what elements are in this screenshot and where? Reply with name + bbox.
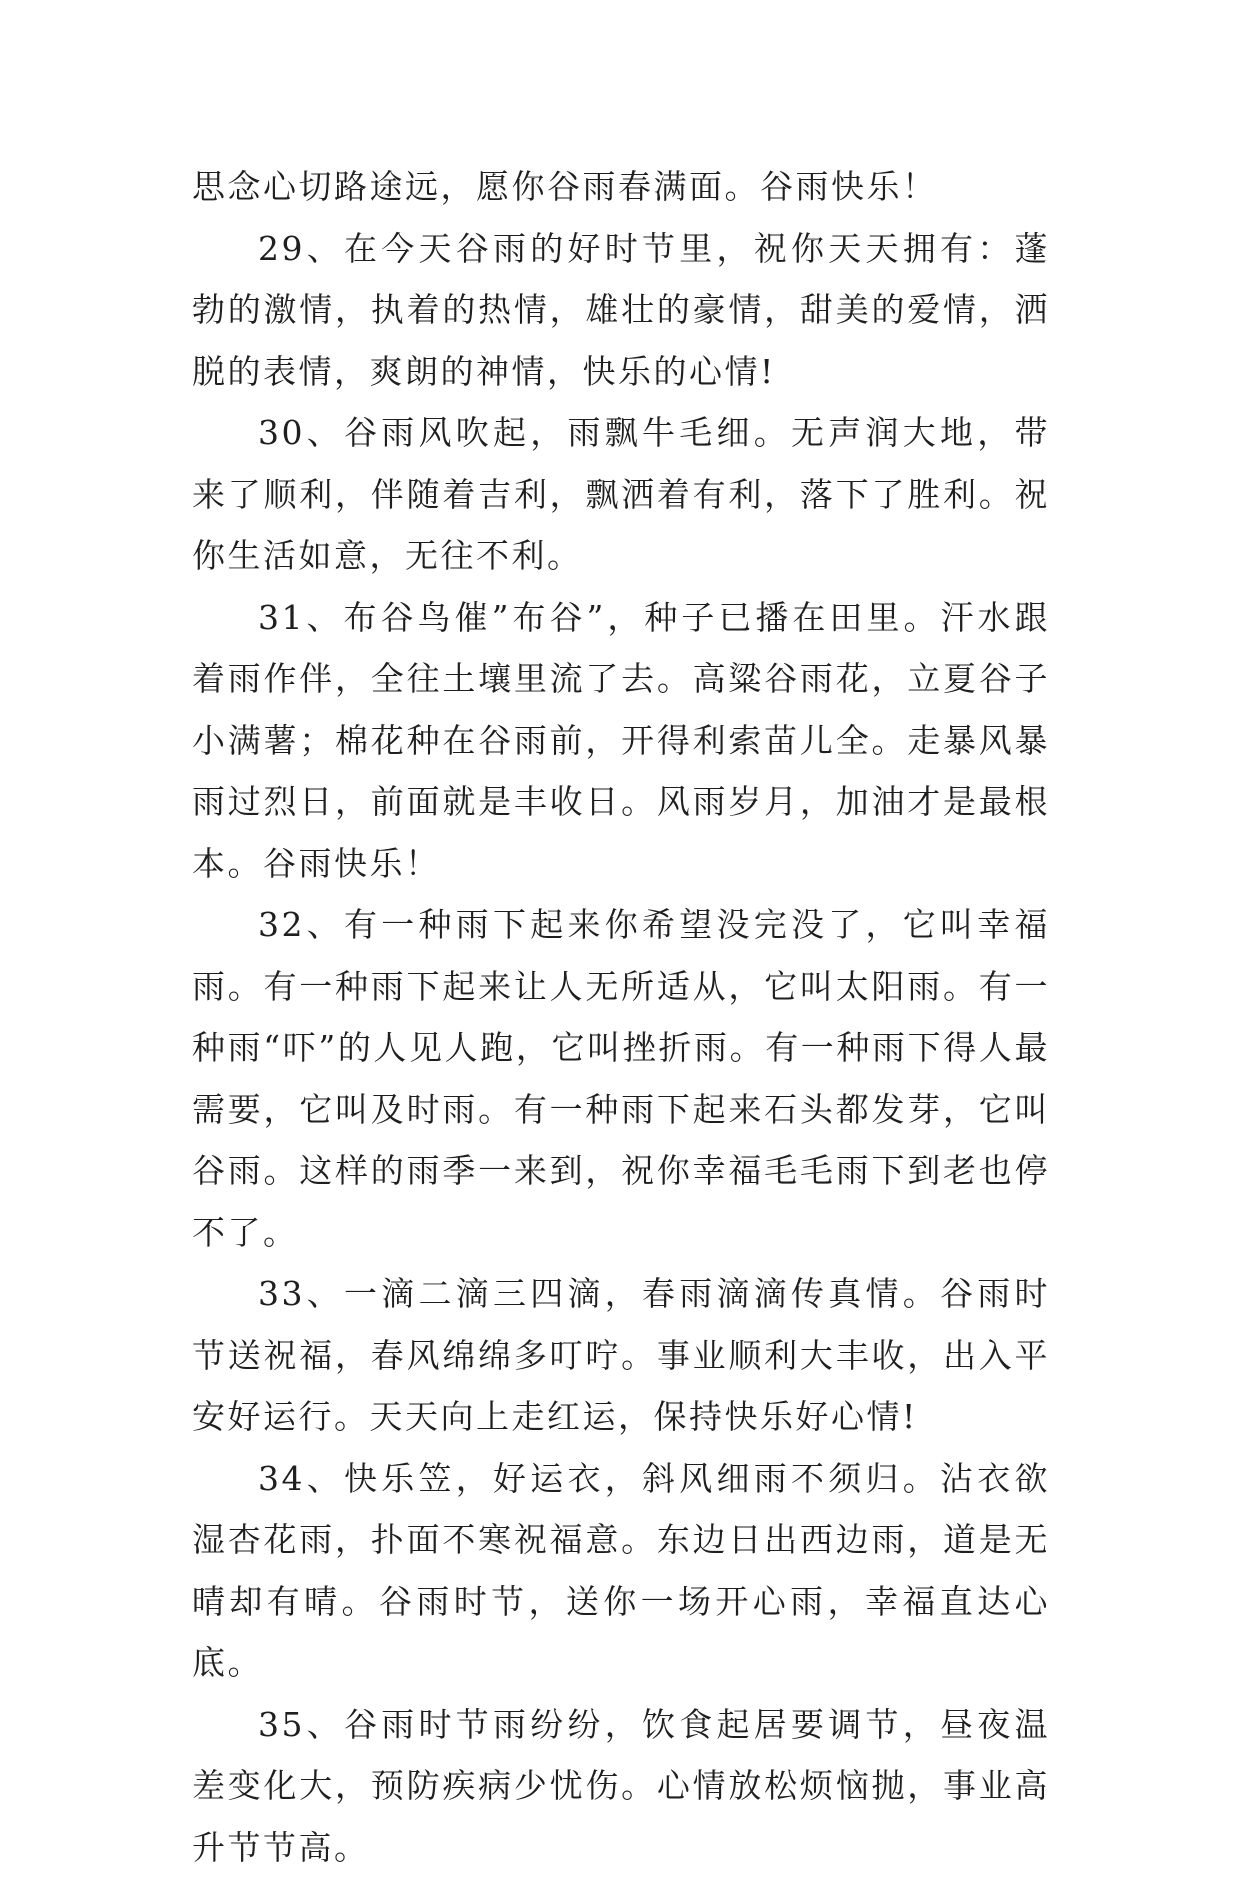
paragraph-33: 33、一滴二滴三四滴，春雨滴滴传真情。谷雨时节送祝福，春风绵绵多叮咛。事业顺利大丰收，出入平安好运行。天天向上走红运，保持快乐好心情! (192, 1263, 1050, 1448)
paragraph-35: 35、谷雨时节雨纷纷，饮食起居要调节，昼夜温差变化大，预防疾病少忧伤。心情放松烦恼抛，事业高升节节高。 (192, 1694, 1050, 1878)
document-body (192, 156, 1050, 1878)
paragraph-31: 31、布谷鸟催”布谷”，种子已播在田里。汗水跟着雨作伴，全往土壤里流了去。高粱谷雨花，立夏谷子小满薯；棉花种在谷雨前，开得利索苗儿全。走暴风暴雨过烈日，前面就是丰收日。风雨岁月，加油才是最根本。谷雨快乐！ (192, 587, 1050, 895)
paragraph-continuation: 思念心切路途远，愿你谷雨春满面。谷雨快乐！ (192, 156, 1050, 218)
paragraph-30: 30、谷雨风吹起，雨飘牛毛细。无声润大地，带来了顺利，伴随着吉利，飘洒着有利，落下了胜利。祝你生活如意，无往不利。 (192, 402, 1050, 587)
paragraph-32: 32、有一种雨下起来你希望没完没了，它叫幸福雨。有一种雨下起来让人无所适从，它叫太阳雨。有一种雨“吓”的人见人跑，它叫挫折雨。有一种雨下得人最需要，它叫及时雨。有一种雨下起来石头都发芽，它叫谷雨。这样的雨季一来到，祝你幸福毛毛雨下到老也停不了。 (192, 894, 1050, 1263)
paragraph-34: 34、快乐笠，好运衣，斜风细雨不须归。沾衣欲湿杏花雨，扑面不寒祝福意。东边日出西边雨，道是无晴却有晴。谷雨时节，送你一场开心雨，幸福直达心底。 (192, 1448, 1050, 1694)
paragraph-29: 29、在今天谷雨的好时节里，祝你天天拥有：蓬勃的激情，执着的热情，雄壮的豪情，甜美的爱情，洒脱的表情，爽朗的神情，快乐的心情! (192, 218, 1050, 403)
